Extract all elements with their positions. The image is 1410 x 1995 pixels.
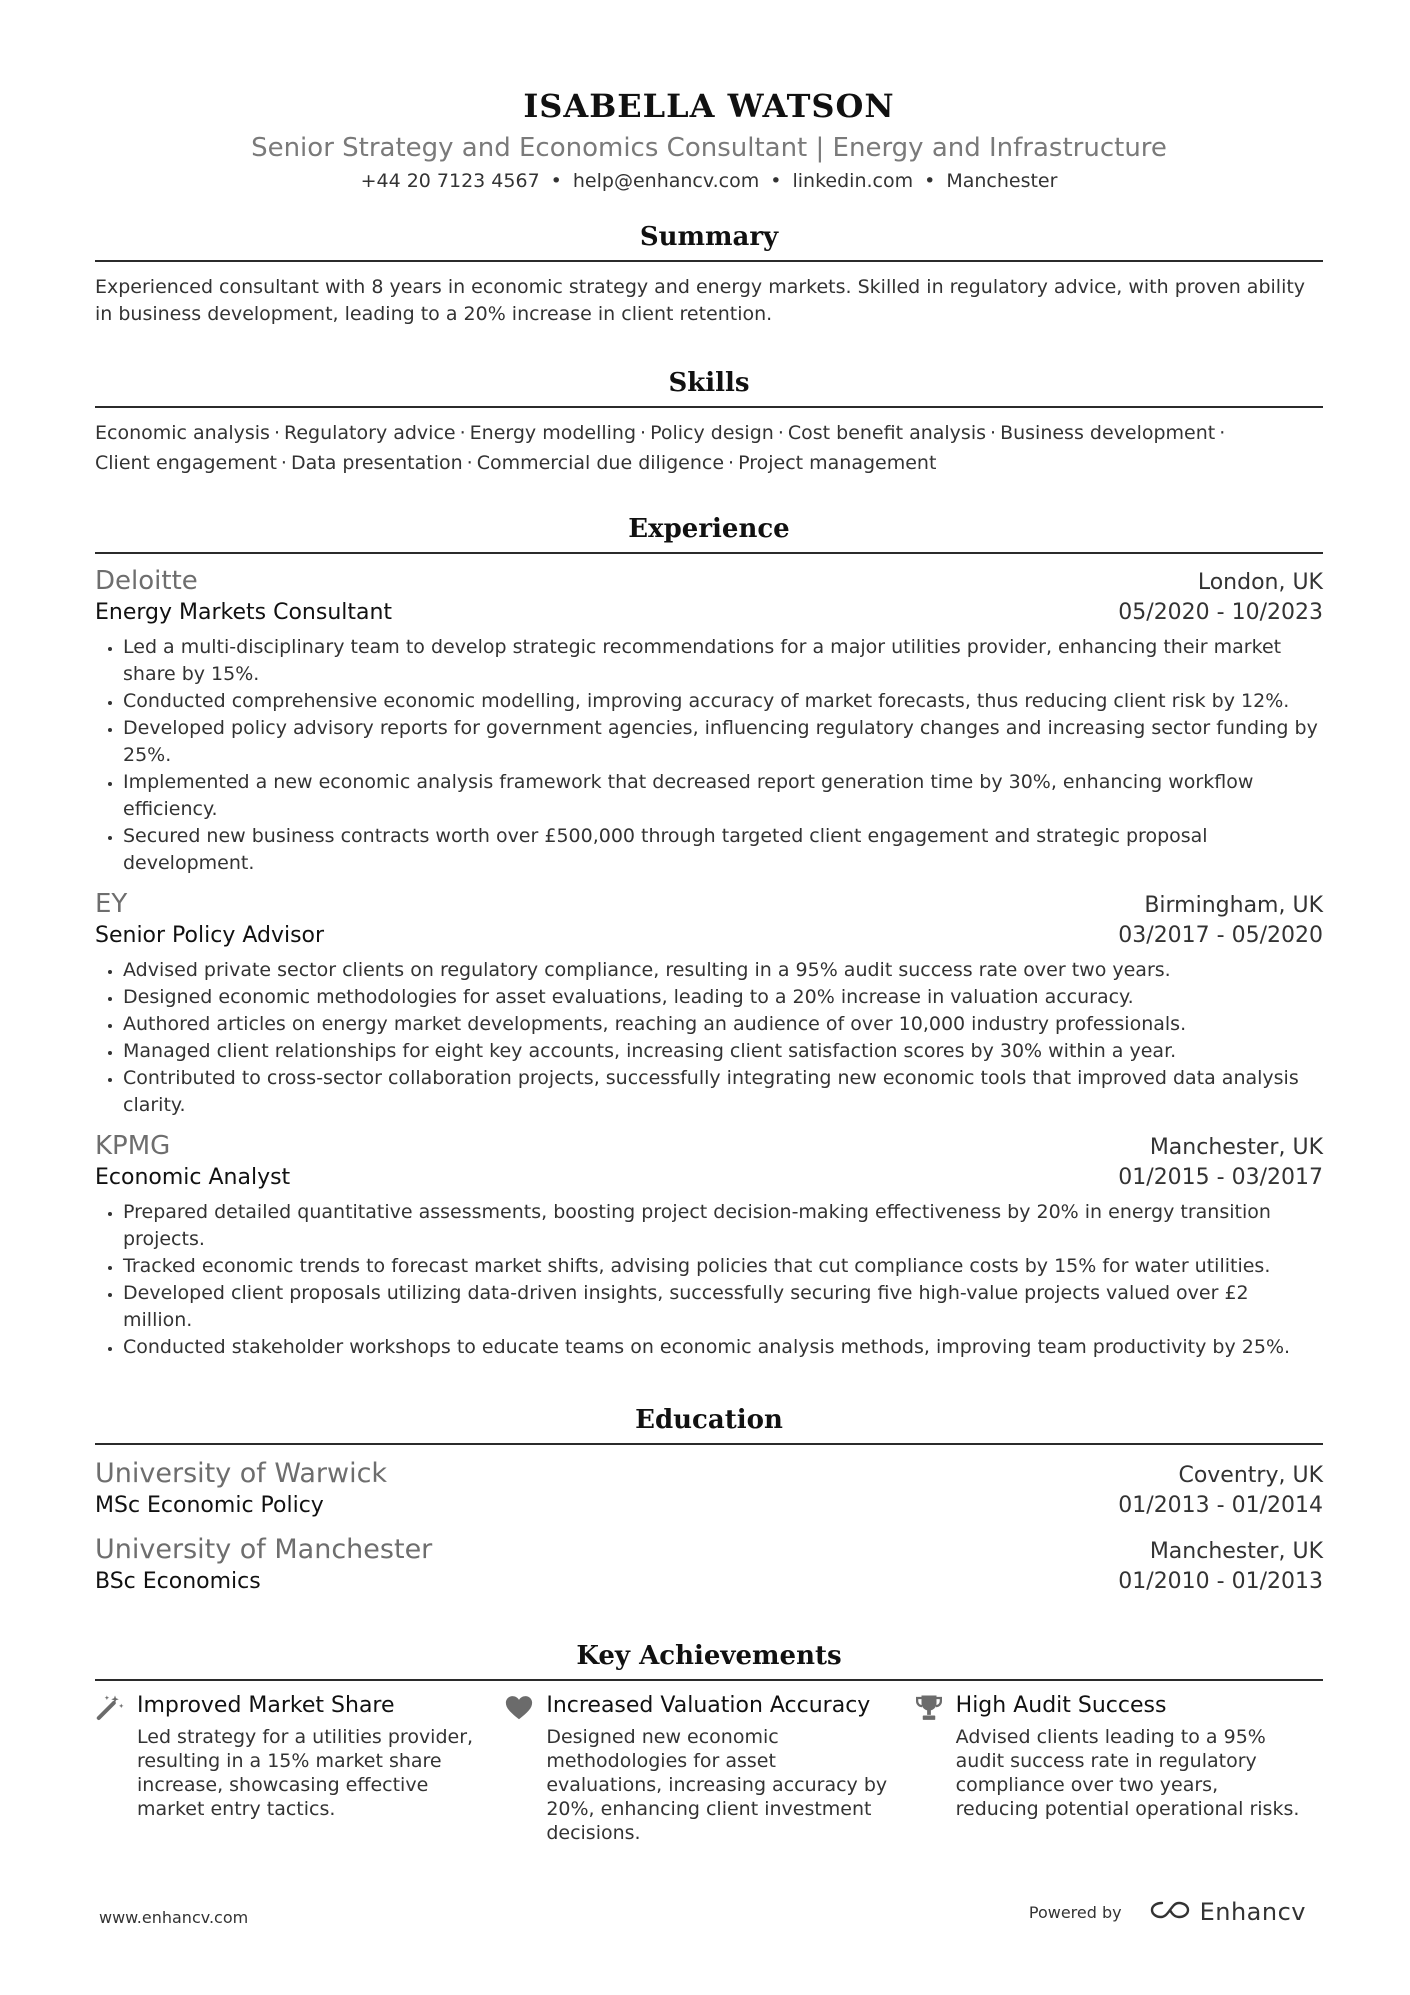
job-title: Economic Analyst	[95, 1165, 291, 1190]
skill-item: Data presentation	[290, 452, 463, 474]
degree: BSc Economics	[95, 1569, 261, 1594]
achievements-section	[95, 1639, 1323, 1845]
heart-icon	[504, 1689, 546, 1845]
bullet-item: • Prepared detailed quantitative assessments, boosting project decision-making effectiveness by 20% in energy transition projects.	[123, 1199, 1323, 1253]
education-entry	[95, 1457, 1323, 1521]
skill-item: Commercial due diligence	[476, 452, 725, 474]
company-name: EY	[95, 889, 128, 919]
separator-dot: •	[770, 170, 782, 192]
candidate-name: ISABELLA WATSON	[523, 87, 895, 125]
achievement-description: Designed new economic methodologies for asset evaluations, increasing accuracy by 20%, enhancing client investment decisions.	[546, 1726, 888, 1844]
magic-wand-icon	[95, 1689, 137, 1845]
bullet-item: • Authored articles on energy market developments, reaching an audience of over 10,000 industry professionals.	[123, 1011, 1323, 1038]
achievement-item	[504, 1689, 913, 1845]
education-dates: 01/2013 - 01/2014	[1118, 1493, 1323, 1518]
enhancv-logo-icon	[1148, 1898, 1192, 1926]
resume-page	[95, 0, 1323, 1845]
achievement-item	[95, 1689, 504, 1845]
school-location: Coventry, UK	[1178, 1463, 1323, 1488]
education-section	[95, 1403, 1323, 1597]
job-location: Birmingham, UK	[1144, 893, 1323, 918]
bullet-item: • Conducted stakeholder workshops to educate teams on economic analysis methods, improving team productivity by 25%.	[123, 1334, 1323, 1361]
job-title: Energy Markets Consultant	[95, 600, 393, 625]
skill-item: Regulatory advice	[284, 422, 456, 444]
footer-branding	[1029, 1898, 1306, 1926]
footer-website-link[interactable]: www.enhancv.com	[99, 1908, 249, 1927]
bullet-item: • Managed client relationships for eight key accounts, increasing client satisfaction scores by 30% within a year.	[123, 1038, 1323, 1065]
separator-dot: •	[550, 170, 562, 192]
job-entry	[95, 564, 1323, 877]
section-title-summary: Summary	[95, 220, 1323, 262]
summary-text: Experienced consultant with 8 years in economic strategy and energy markets. Skilled in regulatory advice, with proven ability in business development, leading to a 20% increase in client retention.	[95, 276, 1306, 325]
skills-list: Economic analysis · Regulatory advice · Energy modelling · Policy design · Cost benefit analysis · Business development · Client engagement · Data presentation · Commercial due diligence · Project management	[95, 422, 1226, 474]
achievement-title: High Audit Success	[955, 1693, 1167, 1718]
trophy-icon	[914, 1689, 956, 1845]
section-title-achievements: Key Achievements	[95, 1639, 1323, 1681]
school-name: University of Warwick	[95, 1458, 388, 1489]
job-entry	[95, 887, 1323, 1119]
bullet-item: • Developed policy advisory reports for government agencies, influencing regulatory changes and increasing sector funding by 25%.	[123, 715, 1323, 769]
bullet-item: • Implemented a new economic analysis framework that decreased report generation time by 30%, enhancing workflow efficiency.	[123, 769, 1323, 823]
powered-by-label: Powered by	[1028, 1902, 1122, 1922]
resume-header	[95, 0, 1323, 194]
job-bullets	[95, 634, 1323, 877]
bullet-item: • Tracked economic trends to forecast market shifts, advising policies that cut compliance costs by 15% for water utilities.	[123, 1253, 1323, 1280]
enhancv-brand: Enhancv	[1199, 1898, 1306, 1926]
skill-item: Business development	[1000, 422, 1216, 444]
skill-item: Energy modelling	[469, 422, 637, 444]
skill-item: Cost benefit analysis	[787, 422, 987, 444]
section-title-education: Education	[95, 1403, 1323, 1445]
separator-dot: •	[924, 170, 936, 192]
achievements-grid	[95, 1689, 1323, 1845]
bullet-item: • Led a multi-disciplinary team to develop strategic recommendations for a major utilities provider, enhancing their market share by 15%.	[123, 634, 1323, 688]
bullet-item: • Developed client proposals utilizing data-driven insights, successfully securing five high-value projects valued over £2 million.	[123, 1280, 1323, 1334]
bullet-item: • Conducted comprehensive economic modelling, improving accuracy of market forecasts, thus reducing client risk by 12%.	[123, 688, 1323, 715]
email-link[interactable]: help@enhancv.com	[572, 170, 760, 192]
achievement-title: Improved Market Share	[137, 1693, 395, 1718]
job-dates: 05/2020 - 10/2023	[1118, 600, 1323, 625]
skill-item: Economic analysis	[95, 422, 270, 444]
achievement-description: Advised clients leading to a 95% audit success rate in regulatory compliance over two years, reducing potential operational risks.	[955, 1726, 1300, 1820]
school-name: University of Manchester	[95, 1534, 433, 1565]
bullet-item: • Secured new business contracts worth over £500,000 through targeted client engagement and strategic proposal development.	[123, 823, 1323, 877]
phone: +44 20 7123 4567	[360, 170, 540, 192]
company-name: KPMG	[95, 1131, 171, 1161]
skills-section	[95, 366, 1323, 478]
job-dates: 01/2015 - 03/2017	[1118, 1165, 1323, 1190]
linkedin-link[interactable]: linkedin.com	[792, 170, 914, 192]
job-dates: 03/2017 - 05/2020	[1118, 923, 1323, 948]
company-name: Deloitte	[95, 566, 198, 596]
summary-section	[95, 220, 1323, 328]
contact-line	[95, 168, 1323, 194]
skill-item: Project management	[738, 452, 937, 474]
job-location: London, UK	[1197, 570, 1323, 595]
bullet-item: • Advised private sector clients on regulatory compliance, resulting in a 95% audit success rate over two years.	[123, 957, 1323, 984]
achievement-title: Increased Valuation Accuracy	[546, 1693, 871, 1718]
job-title: Senior Policy Advisor	[95, 923, 325, 948]
bullet-item: • Contributed to cross-sector collaboration projects, successfully integrating new economic tools that improved data analysis clarity.	[123, 1065, 1323, 1119]
education-entry	[95, 1533, 1323, 1597]
degree: MSc Economic Policy	[95, 1493, 324, 1518]
skill-item: Client engagement	[95, 452, 277, 474]
achievement-description: Led strategy for a utilities provider, resulting in a 15% market share increase, showcasing effective market entry tactics.	[137, 1726, 474, 1820]
skill-item: Policy design	[650, 422, 774, 444]
section-title-experience: Experience	[95, 512, 1323, 554]
job-bullets	[95, 957, 1323, 1119]
education-dates: 01/2010 - 01/2013	[1118, 1569, 1323, 1594]
job-bullets	[95, 1199, 1323, 1361]
school-location: Manchester, UK	[1149, 1539, 1323, 1564]
location: Manchester	[946, 170, 1058, 192]
job-location: Manchester, UK	[1149, 1135, 1323, 1160]
achievement-item	[914, 1689, 1323, 1845]
section-title-skills: Skills	[95, 366, 1323, 408]
experience-section	[95, 512, 1323, 1361]
bullet-item: • Designed economic methodologies for asset evaluations, leading to a 20% increase in valuation accuracy.	[123, 984, 1323, 1011]
candidate-headline: Senior Strategy and Economics Consultant | Energy and Infrastructure	[251, 133, 1167, 163]
job-entry	[95, 1129, 1323, 1361]
